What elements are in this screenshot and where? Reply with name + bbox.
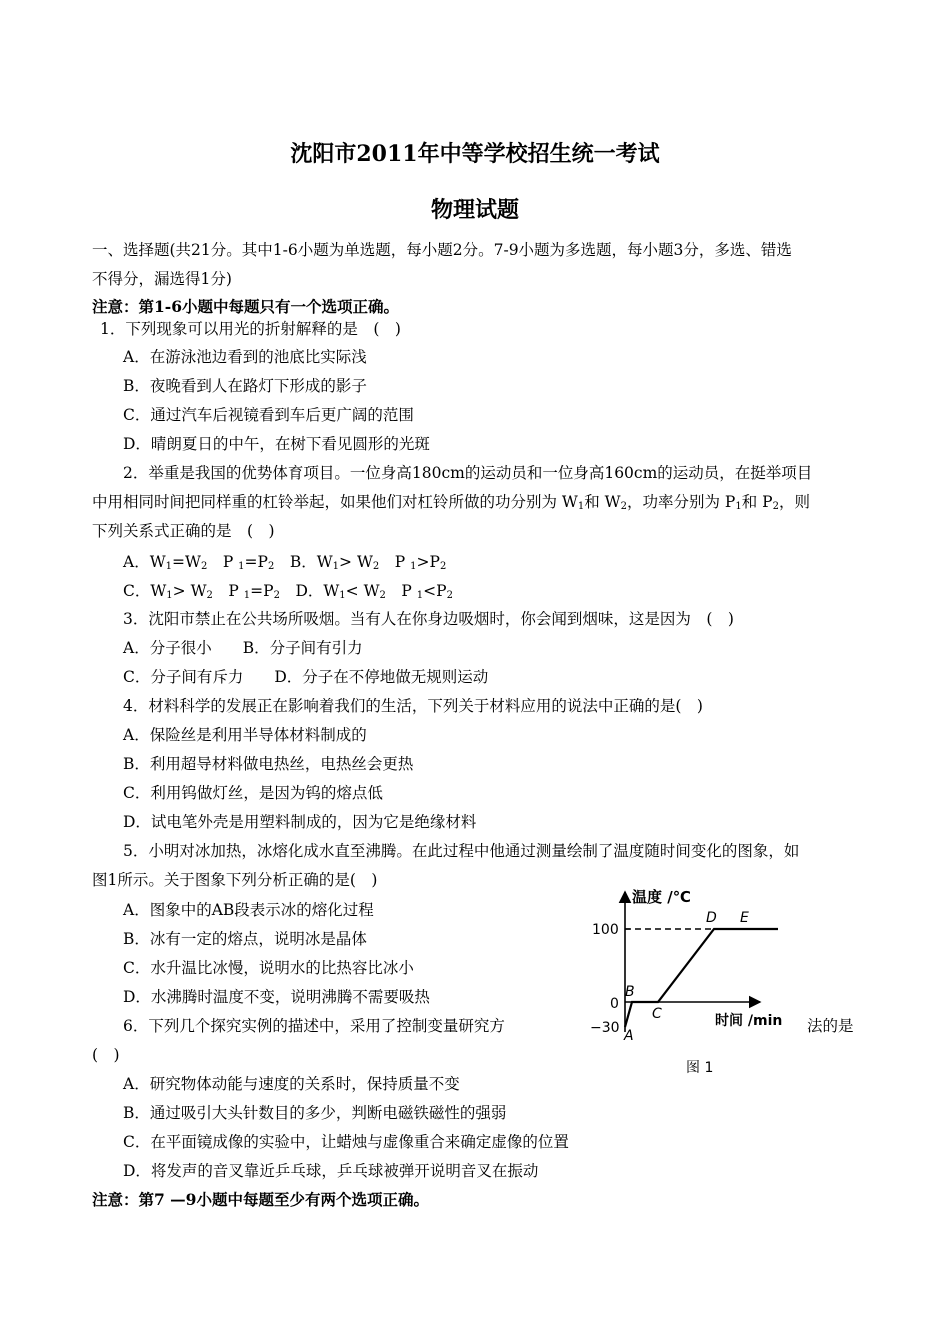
q6-stem-line2: ( ) bbox=[92, 1046, 120, 1064]
figure-caption: 图 1 bbox=[686, 1060, 714, 1076]
note-single-choice: 注意：第1-6小题中每题只有一个选项正确。 bbox=[92, 297, 400, 316]
x-axis-label: 时间 /min bbox=[715, 1013, 783, 1029]
point-label-c: C bbox=[652, 1006, 662, 1022]
page-subtitle: 物理试题 bbox=[430, 197, 519, 223]
q3-options-ab: A．分子很小 B．分子间有引力 bbox=[123, 639, 363, 657]
q3-options-cd: C．分子间有斥力 D．分子在不停地做无规则运动 bbox=[123, 668, 489, 686]
q4-stem: 4．材料科学的发展正在影响着我们的生活，下列关于材料应用的说法中正确的是( ) bbox=[123, 697, 703, 715]
q1-option-c: C．通过汽车后视镜看到车后更广阔的范围 bbox=[123, 406, 414, 424]
q1-option-b: B．夜晚看到人在路灯下形成的影子 bbox=[123, 377, 367, 395]
tick-label-0: 0 bbox=[610, 996, 619, 1012]
point-label-b: B bbox=[625, 984, 635, 1000]
q5-stem-line1: 5．小明对冰加热，冰熔化成水直至沸腾。在此过程中他通过测量绘制了温度随时间变化的图象，如 bbox=[123, 842, 800, 860]
q2-options-ab: A．$W_1=W_2$ P $_1=P_2$ B．$W_1> W_2$ P $_1>P_2$ bbox=[123, 553, 447, 572]
q4-option-a: A．保险丝是利用半导体材料制成的 bbox=[123, 726, 367, 744]
q6-stem-line1: 6．下列几个探究实例的描述中，采用了控制变量研究方 bbox=[123, 1017, 505, 1035]
y-axis-label: 温度 /℃ bbox=[632, 888, 691, 906]
q1-option-a: A．在游泳池边看到的池底比实际浅 bbox=[123, 348, 367, 366]
page-title: 沈阳市2011年中等学校招生统一考试 bbox=[290, 141, 660, 167]
q6-option-b: B．通过吸引大头针数目的多少，判断电磁铁磁性的强弱 bbox=[123, 1104, 507, 1122]
q3-stem: 3．沈阳市禁止在公共场所吸烟。当有人在你身边吸烟时，你会闻到烟味，这是因为 ( ) bbox=[123, 610, 734, 628]
q2-stem-line1: 2．举重是我国的优势体育项目。一位身高180cm的运动员和一位身高160cm的运动员，在挺举项目 bbox=[123, 464, 813, 482]
q1-stem: 1．下列现象可以用光的折射解释的是 ( ) bbox=[100, 320, 401, 338]
q2-options-cd: C．$W_1> W_2$ P $_1=P_2$ D．$W_1< W_2$ P $_1<P_2$ bbox=[123, 582, 453, 601]
q5-option-d: D．水沸腾时温度不变，说明沸腾不需要吸热 bbox=[123, 988, 430, 1006]
q6-option-d: D．将发声的音叉靠近乒乓球，乒乓球被弹开说明音叉在振动 bbox=[123, 1162, 539, 1180]
note-multi-choice: 注意：第7 —9小题中每题至少有两个选项正确。 bbox=[92, 1190, 429, 1209]
q6-stem-line1-end: 法的是 bbox=[807, 1017, 854, 1035]
tick-label-100: 100 bbox=[592, 922, 619, 938]
section-instructions-line1: 一、选择题(共21分。其中1-6小题为单选题，每小题2分。7-9小题为多选题，每小题3分，多选、错选 bbox=[92, 241, 792, 259]
q2-stem-line2: 中用相同时间把同样重的杠铃举起，如果他们对杠铃所做的功分别为 $W_1$和 $W_2$，功率分别为 $P_1$和 $P_2$，则 bbox=[92, 493, 810, 512]
q5-option-b: B．冰有一定的熔点，说明冰是晶体 bbox=[123, 930, 367, 948]
q5-stem-line2: 图1所示。关于图象下列分析正确的是( ) bbox=[92, 871, 378, 889]
point-label-e: E bbox=[740, 910, 749, 926]
figure-1-temperature-graph bbox=[580, 880, 810, 1080]
q2-stem-line3: 下列关系式正确的是 ( ) bbox=[92, 522, 275, 540]
q5-option-c: C．水升温比冰慢，说明水的比热容比冰小 bbox=[123, 959, 414, 977]
section-instructions-line2: 不得分，漏选得1分) bbox=[92, 270, 232, 288]
q5-option-a: A．图象中的AB段表示冰的熔化过程 bbox=[123, 901, 374, 919]
q4-option-c: C．利用钨做灯丝，是因为钨的熔点低 bbox=[123, 784, 383, 802]
point-label-d: D bbox=[706, 910, 717, 926]
q6-option-c: C．在平面镜成像的实验中，让蜡烛与虚像重合来确定虚像的位置 bbox=[123, 1133, 569, 1151]
q1-option-d: D．晴朗夏日的中午，在树下看见圆形的光斑 bbox=[123, 435, 430, 453]
q4-option-b: B．利用超导材料做电热丝，电热丝会更热 bbox=[123, 755, 414, 773]
q6-option-a: A．研究物体动能与速度的关系时，保持质量不变 bbox=[123, 1075, 460, 1093]
point-label-a: A bbox=[624, 1028, 634, 1044]
q4-option-d: D．试电笔外壳是用塑料制成的，因为它是绝缘材料 bbox=[123, 813, 477, 831]
tick-label-minus-30: −30 bbox=[590, 1020, 620, 1036]
